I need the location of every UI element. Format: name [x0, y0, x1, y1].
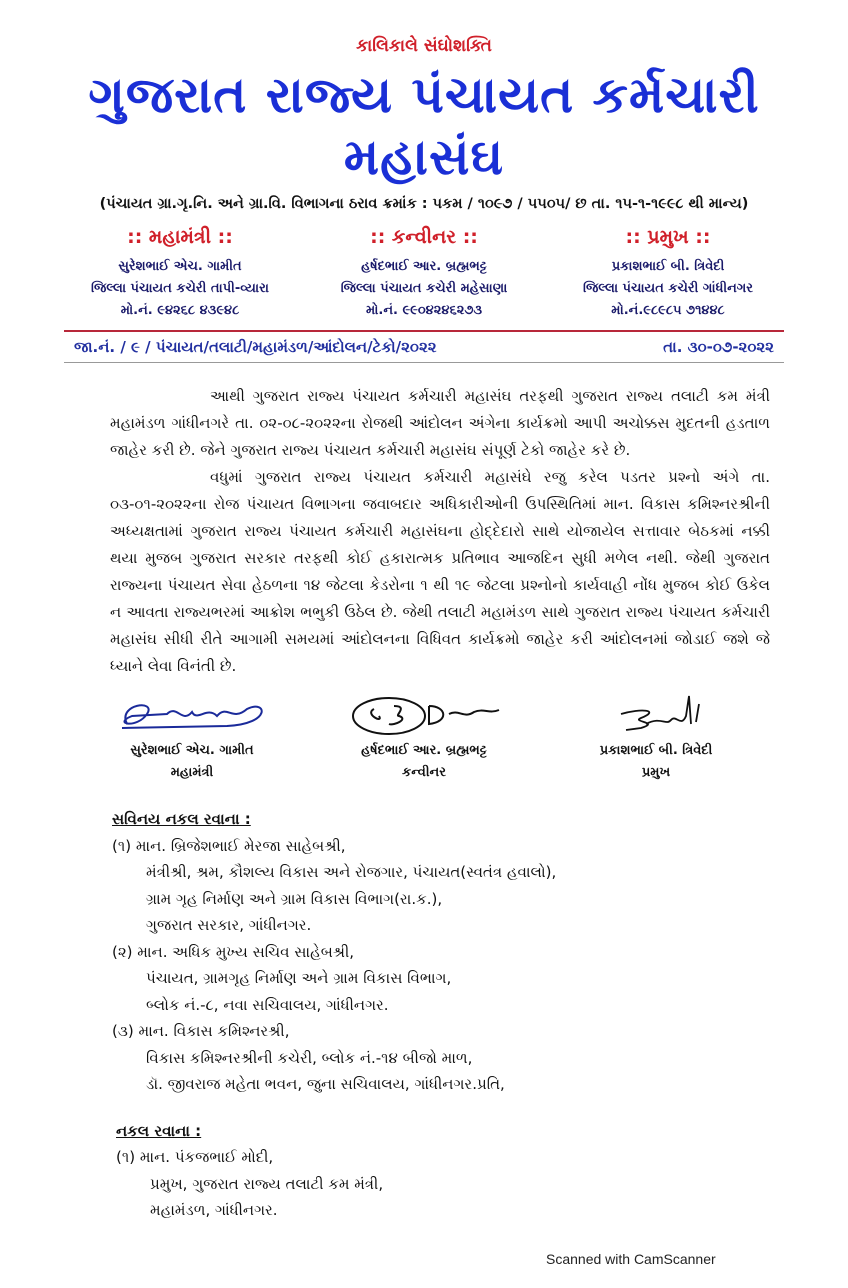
officer-phone: મો.નં.૯૮૯૮૫ ૭૧૪૪૮: [611, 303, 725, 318]
copy-recipient: [112, 939, 784, 966]
signatory-title: મહામંત્રી: [170, 765, 214, 780]
letter-date: તા. ૩૦-૦૭-૨૦૨૨: [663, 338, 774, 356]
reference-line: [64, 336, 784, 358]
signatory-name: સુરેશભાઈ એચ. ગામીત: [130, 743, 254, 758]
recipient-line: મહામંડળ, ગાંધીનગર.: [150, 1201, 278, 1219]
officer-name: પ્રકાશભાઈ બી. ત્રિવેદી: [611, 259, 725, 274]
signatory-title: કન્વીનર: [402, 765, 446, 780]
recipient-line: પ્રમુખ, ગુજરાત રાજ્ય તલાટી કમ મંત્રી,: [150, 1174, 384, 1193]
reference-divider: [64, 362, 784, 363]
recipient-line: ડૉ. જીવરાજ મહેતા ભવન, જુના સચિવાલય, ગાંધીનગર.પ્રતિ,: [146, 1075, 505, 1093]
recipient-line: મંત્રીશ્રી, શ્રમ, કૌશલ્ય વિકાસ અને રોજગાર, પંચાયત(સ્વતંત્ર હવાલો),: [146, 863, 557, 881]
recipient-line: વિકાસ કમિશ્નરશ્રીની કચેરી, બ્લોક નં.-૧૪ બીજો માળ,: [146, 1048, 473, 1067]
registration-subtitle: (પંચાયત ગ્રા.ગૃ.નિ. અને ગ્રા.વિ. વિભાગના ઠરાવ ક્રમાંક : પકમ / ૧૦૯૭ / ૫૫૦૫/ છ તા. ૧૫-૧-૧૯૯૮ થી માન્ય): [99, 196, 749, 212]
recipient-number: (૧): [116, 1148, 136, 1166]
signature-block: [316, 694, 532, 784]
copies-heading: નકલ રવાના :: [116, 1121, 202, 1140]
recipient-line: માન. બ્રિજેશભાઈ મેરજા સાહેબશ્રી,: [135, 836, 346, 855]
officer-office: જિલ્લા પંચાયત કચેરી ગાંધીનગર: [583, 281, 753, 296]
header-divider: [64, 330, 784, 332]
signature-image: [107, 694, 277, 736]
recipient-line: બ્લોક નં.-૮, નવા સચિવાલય, ગાંધીનગર.: [146, 995, 389, 1014]
body-paragraph: આથી ગુજરાત રાજ્ય પંચાયત કર્મચારી મહાસંઘ તરફથી ગુજરાત રાજ્ય તલાટી કમ મંત્રી મહામંડળ ગાંધીનગરે તા. ૦૨-૦૮-૨૦૨૨ના રોજથી આંદોલન અંગેના કાર્યક્રમો આપી અચોક્કસ મુદતની હડતાળ જાહેર કરી છે. જેને ગુજરાત રાજ્ય પંચાયત કર્મચારી મહાસંઘ સંપૂર્ણ ટેકો જાહેર કરે છે.: [110, 387, 770, 459]
copy-recipient: [112, 833, 784, 860]
recipient-line: પંચાયત, ગ્રામગૃહ નિર્માણ અને ગ્રામ વિકાસ વિભાગ,: [146, 969, 452, 987]
officer-name: હર્ષદભાઈ આર. બ્રહ્મભટ્ટ: [361, 259, 487, 274]
signature-image: [339, 694, 509, 736]
recipient-line: ગુજરાત સરકાર, ગાંધીનગર.: [146, 916, 312, 934]
recipient-number: (૨): [112, 942, 133, 961]
signatures-row: [84, 694, 764, 784]
tagline: કાલિકાલે સંઘોશક્તિ: [356, 36, 492, 56]
officer-president: [552, 224, 784, 322]
officer-role: :: કન્વીનર ::: [370, 226, 478, 248]
officer-name: સુરેશભાઈ એચ. ગામીત: [118, 259, 242, 274]
camscanner-watermark: Scanned with CamScanner: [546, 1250, 716, 1267]
copies-heading: સવિનય નકલ રવાના :: [112, 810, 251, 828]
organization-title: ગુજરાત રાજ્ય પંચાયત કર્મચારી મહાસંઘ: [88, 66, 760, 186]
signature-image: [571, 694, 741, 736]
officer-general-secretary: [64, 224, 296, 322]
officer-convener: [308, 224, 540, 322]
recipient-number: (૧): [112, 836, 132, 855]
officer-office: જિલ્લા પંચાયત કચેરી મહેસાણા: [340, 281, 508, 296]
recipient-line: માન. પંકજભાઈ મોદી,: [139, 1148, 274, 1166]
body-paragraph: વધુમાં ગુજરાત રાજ્ય પંચાયત કર્મચારી મહાસંઘે રજુ કરેલ પડતર પ્રશ્નો અંગે તા. ૦૩-૦૧-૨૦૨૨ના રોજ પંચાયત વિભાગના જવાબદાર અધિકારીઓની ઉપસ્થિતિમાં માન. વિકાસ કમિશ્નરશ્રીની અધ્યક્ષતામાં ગુજરાત રાજ્ય પંચાયત કર્મચારી મહાસંઘના હોદ્દેદારો સાથે યોજાયેલ સત્તાવાર બેઠકમાં નક્કી થયા મુજબ ગુજરાત સરકાર તરફથી કોઈ હકારાત્મક પ્રતિભાવ આજદિન સુધી મળેલ નથી. જેથી ગુજરાત રાજ્યના પંચાયત સેવા હેઠળના ૧૪ જેટલા કેડરોના ૧ થી ૧૯ જેટલા પ્રશ્નોનો કાર્યવાહી નોંધ મુજબ કોઈ ઉકેલ ન આવતા રાજ્યભરમાં આક્રોશ ભભુકી ઉઠેલ છે. જેથી તલાટી મહામંડળ સાથે ગુજરાત રાજ્ય પંચાયત કર્મચારી મહાસંઘ સીધી રીતે આગામી સમયમાં આંદોલનના વિધિવત કાર્યક્રમો જાહેર કરી આંદોલનમાં જોડાઈ જશે જે ધ્યાને લેવા વિનંતી છે.: [110, 468, 770, 675]
signature-block: [84, 694, 300, 784]
copies-to-section: [112, 806, 784, 1098]
officer-role: :: પ્રમુખ ::: [625, 226, 711, 248]
reference-number: જા.નં. / ૯ / પંચાયત/તલાટી/મહામંડળ/આંદોલન/ટેકો/૨૦૨૨: [74, 338, 437, 356]
officer-phone: મો.નં. ૯૪૨૬૮ ૪૩૯૪૮: [120, 303, 240, 318]
recipient-line: ગ્રામ ગૃહ નિર્માણ અને ગ્રામ વિકાસ વિભાગ(રા.ક.),: [146, 889, 443, 908]
recipient-line: માન. વિકાસ કમિશ્નરશ્રી,: [138, 1022, 290, 1040]
officer-role: :: મહામંત્રી ::: [127, 226, 233, 248]
copy-sent-section: [116, 1118, 784, 1224]
officer-office: જિલ્લા પંચાયત કચેરી તાપી-વ્યારા: [91, 281, 269, 296]
signatory-title: પ્રમુખ: [641, 765, 671, 780]
signatory-name: હર્ષદભાઈ આર. બ્રહ્મભટ્ટ: [361, 743, 487, 758]
signatory-name: પ્રકાશભાઈ બી. ત્રિવેદી: [599, 743, 713, 758]
recipient-number: (૩): [112, 1022, 134, 1040]
recipient-line: માન. અધિક મુખ્ય સચિવ સાહેબશ્રી,: [137, 942, 355, 961]
copy-recipient: [116, 1144, 784, 1171]
signature-block: [548, 694, 764, 784]
officers-row: [64, 224, 784, 322]
copy-recipient: [112, 1018, 784, 1045]
letter-body: [110, 383, 770, 680]
officer-phone: મો.નં. ૯૯૦૪૨૪૬૨૭૩: [365, 303, 483, 318]
